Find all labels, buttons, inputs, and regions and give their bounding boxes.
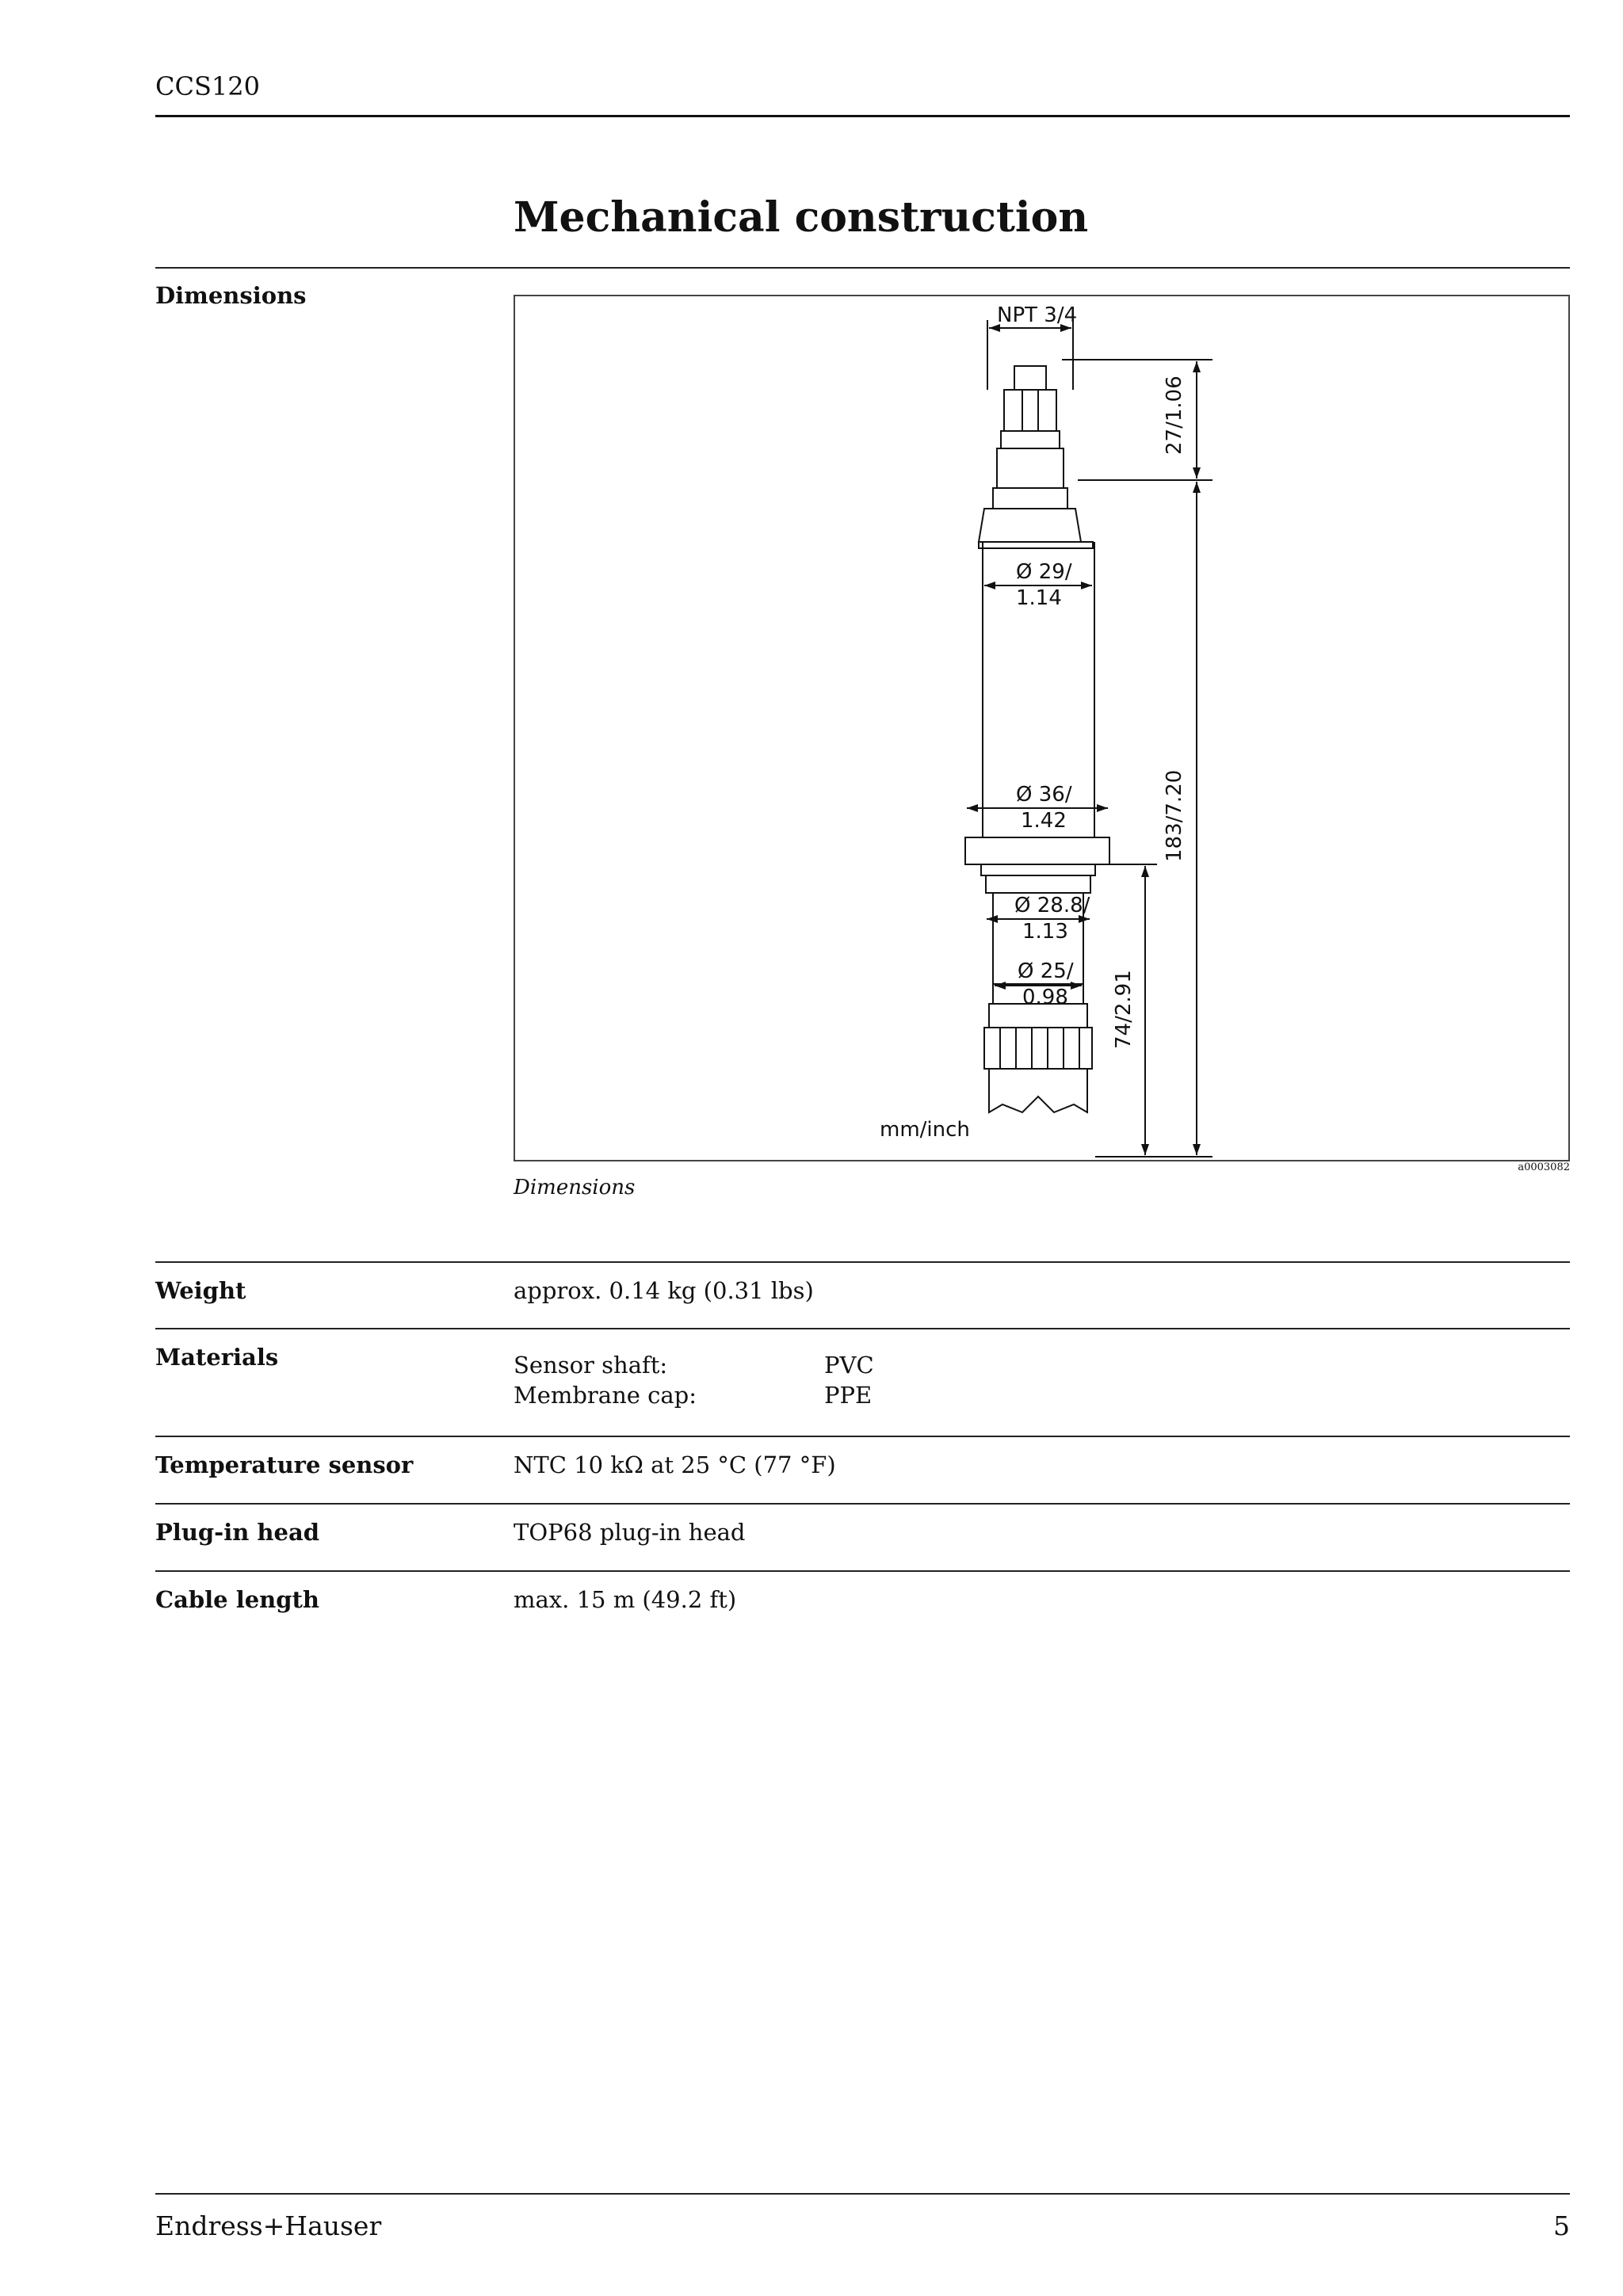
weight-label: Weight [155, 1277, 246, 1304]
dia-36-label: Ø 36/ [1016, 783, 1072, 807]
figure-caption: Dimensions [514, 1176, 636, 1199]
temperature-sensor-value: NTC 10 kΩ at 25 °C (77 °F) [514, 1451, 836, 1478]
page-title: Mechanical construction [514, 193, 1089, 242]
row-rule [155, 1328, 1570, 1329]
dim-lower-label: 74/2.91 [1112, 970, 1136, 1049]
footer-brand: Endress+Hauser [155, 2210, 382, 2241]
header-rule [155, 115, 1570, 117]
section-rule [155, 267, 1570, 269]
row-rule [155, 1503, 1570, 1505]
dia-36-inch-label: 1.42 [1021, 809, 1067, 833]
material-value: PVC [824, 1352, 874, 1379]
row-rule [155, 1570, 1570, 1572]
dim-total-label: 183/7.20 [1163, 769, 1186, 862]
plug-in-head-value: TOP68 plug-in head [514, 1519, 746, 1546]
dia-28-8-inch-label: 1.13 [1022, 920, 1068, 944]
thread-label: NPT 3/4 [997, 303, 1078, 327]
materials-label: Materials [155, 1344, 279, 1371]
dia-25-inch-label: 0.98 [1022, 986, 1068, 1009]
cable-length-label: Cable length [155, 1586, 320, 1613]
plug-in-head-label: Plug-in head [155, 1519, 320, 1546]
temperature-sensor-label: Temperature sensor [155, 1451, 414, 1478]
units-label: mm/inch [880, 1118, 970, 1142]
weight-value: approx. 0.14 kg (0.31 lbs) [514, 1277, 814, 1304]
row-rule [155, 1436, 1570, 1437]
cable-length-value: max. 15 m (49.2 ft) [514, 1586, 737, 1613]
footer-rule [155, 2193, 1570, 2195]
dimensions-label: Dimensions [155, 282, 307, 309]
sensor-dimension-drawing [515, 296, 1568, 1160]
dia-29-inch-label: 1.14 [1016, 586, 1062, 610]
dimensions-figure [514, 295, 1570, 1161]
dia-25-label: Ø 25/ [1018, 959, 1074, 983]
document-code: CCS120 [155, 71, 260, 101]
dim-head-label: 27/1.06 [1163, 376, 1186, 455]
page-number: 5 [1553, 2210, 1570, 2241]
row-rule [155, 1261, 1570, 1263]
material-value: PPE [824, 1382, 873, 1409]
material-part: Membrane cap: [514, 1382, 697, 1409]
material-part: Sensor shaft: [514, 1352, 668, 1379]
dia-29-label: Ø 29/ [1016, 560, 1072, 584]
figure-id: a0003082 [1518, 1161, 1570, 1173]
dia-28-8-label: Ø 28.8/ [1014, 894, 1090, 917]
